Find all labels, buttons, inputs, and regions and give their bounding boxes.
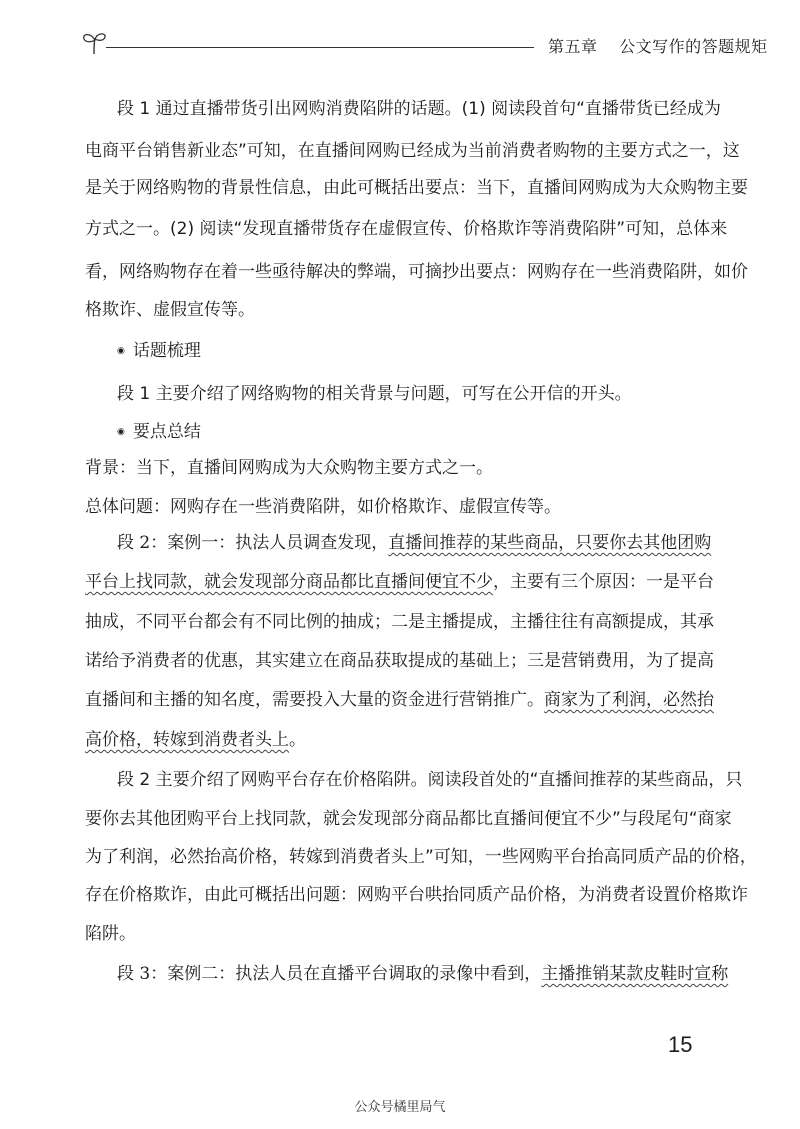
text-line: 段 1 主要介绍了网络购物的相关背景与问题，可写在公开信的开头。 [117,384,632,404]
text-line: 电商平台销售新业态”可知，在直播间网购已经成为当前消费者购物的主要方式之一，这 [85,141,740,161]
bullet-icon: ◉ [117,346,125,356]
underlined-phrase: 商家为了利润，必然抬 [544,690,714,710]
text-segment: ，主要有三个原因：一是平台 [493,572,714,592]
page-number: 15 [668,1032,693,1057]
underlined-phrase: 直播间推荐的某些商品，只要你去其他团购 [388,533,712,553]
heading-text: 话题梳理 [132,341,201,361]
text-line: 存在价格欺诈，由此可概括出问题：网购平台哄抬同质产品价格，为消费者设置价格欺诈 [85,885,748,905]
text-line: 抽成，不同平台都会有不同比例的抽成；二是主播提成，主播往往有高额提成，其承 [85,612,714,632]
chapter-title: 公文写作的答题规矩 [619,37,768,56]
footer-credit: 公众号橘里局气 [354,1100,446,1115]
text-line: 为了利润，必然抬高价格，转嫁到消费者头上”可知，一些网购平台抬高同质产品的价格， [85,847,757,867]
text-line: 看，网络购物存在着一些亟待解决的弊端，可摘抄出要点：网购存在一些消费陷阱，如价 [85,262,748,282]
text-segment: 。 [289,730,306,750]
chapter-label: 第五章 [548,37,598,56]
underlined-phrase: 主播推销某款皮鞋时宣称 [541,964,729,984]
text-line: 总体问题：网购存在一些消费陷阱，如价格欺诈、虚假宣传等。 [85,497,561,517]
text-line: 要你去其他团购平台上找同款，就会发现部分商品都比直播间便宜不少”与段尾句“商家 [85,809,732,829]
text-line: 方式之一。(2) 阅读“发现直播带货存在虚假宣传、价格欺诈等消费陷阱”可知，总体来 [85,219,728,239]
underlined-phrase: 高价格，转嫁到消费者头上 [85,730,289,750]
header-rule [106,47,534,48]
text-segment: 段 2：案例一：执法人员调查发现， [117,533,389,553]
heading-text: 要点总结 [132,422,201,442]
header-text [548,34,768,57]
underlined-phrase: 平台上找同款，就会发现部分商品都比直播间便宜不少 [85,572,493,592]
text-line: 诺给予消费者的优惠，其实建立在商品获取提成的基础上；三是营销费用，为了提高 [85,651,714,671]
text-line: 段 2 主要介绍了网购平台存在价格陷阱。阅读段首处的“直播间推荐的某些商品，只 [117,770,743,790]
text-line [117,963,728,985]
text-line: 陷阱。 [85,924,136,944]
text-line: 格欺诈、虚假宣传等。 [85,300,255,320]
sprout-icon [80,28,110,58]
text-segment: 段 3：案例二：执法人员在直播平台调取的录像中看到， [117,964,542,984]
text-line [85,571,714,593]
text-line: 背景：当下，直播间网购成为大众购物主要方式之一。 [85,458,493,478]
text-line: 是关于网络购物的背景性信息，由此可概括出要点：当下，直播间网购成为大众购物主要 [85,178,748,198]
section-heading [117,421,201,443]
bullet-icon: ◉ [117,427,125,437]
text-line: 段 1 通过直播带货引出网购消费陷阱的话题。(1) 阅读段首句“直播带货已经成为 [117,99,721,119]
text-segment: 直播间和主播的知名度，需要投入大量的资金进行营销推广。 [85,690,544,710]
text-line [85,729,306,751]
text-line [85,689,714,711]
text-line [117,532,711,554]
running-header [80,28,768,58]
section-heading [117,340,201,362]
